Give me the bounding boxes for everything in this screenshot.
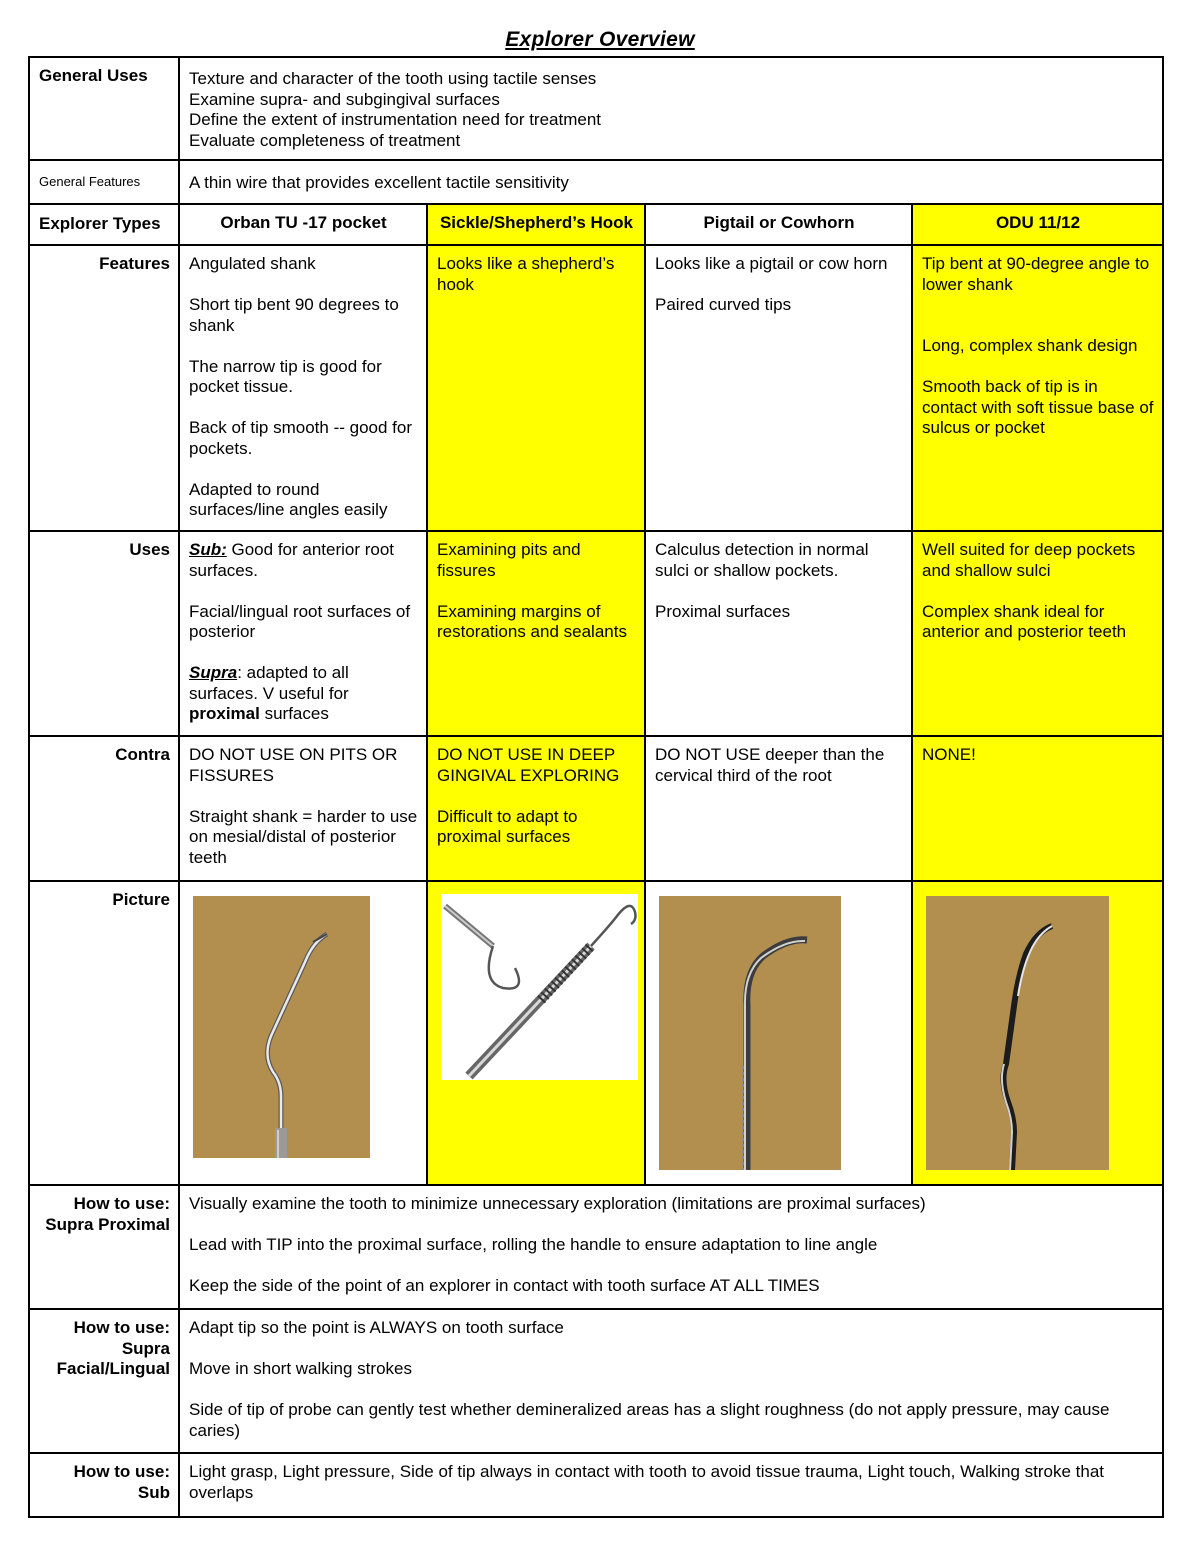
howto-supra-facial-label-text: How to use: Supra Facial/Lingual: [56, 1318, 170, 1378]
howto-line: Move in short walking strokes: [189, 1359, 412, 1378]
uses-item: Examining margins of restorations and sealants: [437, 601, 627, 641]
uses-row: [29, 531, 1163, 736]
sickle-explorer-photo: [441, 894, 638, 1080]
type-header-odu: ODU 11/12: [912, 204, 1163, 245]
contra-orban: [179, 736, 427, 881]
feature-item: Angulated shank: [189, 254, 316, 273]
feature-item: Smooth back of tip is in contact with soft tissue base of sulcus or pocket: [922, 377, 1154, 437]
feature-item: Paired curved tips: [655, 295, 792, 314]
odu-explorer-photo: [926, 896, 1109, 1170]
feature-item: The narrow tip is good for pocket tissue.: [189, 356, 382, 396]
pigtail-explorer-photo: [659, 896, 841, 1170]
general-uses-label: General Uses: [29, 57, 179, 160]
general-uses-row: [29, 57, 1163, 160]
feature-item: Tip bent at 90-degree angle to lower shank: [922, 254, 1150, 294]
general-uses-line: Evaluate completeness of treatment: [189, 130, 461, 150]
uses-item: [189, 540, 418, 581]
howto-supra-proximal-label-text: How to use: Supra Proximal: [45, 1194, 170, 1234]
contra-item: Straight shank = harder to use on mesial/distal of posterior teeth: [189, 806, 418, 867]
feature-item: Back of tip smooth -- good for pockets.: [189, 418, 412, 458]
features-sickle: [427, 245, 645, 531]
type-header-orban: Orban TU -17 pocket: [179, 204, 427, 245]
sub-text: Good for anterior root surfaces.: [189, 540, 395, 580]
howto-supra-facial-content: [179, 1309, 1163, 1453]
uses-item: Complex shank ideal for anterior and posterior teeth: [922, 601, 1127, 641]
explorer-overview-table: [28, 56, 1164, 1518]
explorer-types-row: [29, 204, 1163, 245]
howto-supra-proximal-row: [29, 1185, 1163, 1309]
feature-item: Looks like a shepherd’s hook: [437, 254, 615, 294]
picture-sickle-cell: [427, 881, 645, 1185]
uses-odu: [912, 531, 1163, 736]
features-orban: [179, 245, 427, 531]
features-label: Features: [29, 245, 179, 531]
supra-end: surfaces: [259, 704, 329, 723]
general-uses-line: Define the extent of instrumentation need for treatment: [189, 110, 602, 129]
howto-line: Adapt tip so the point is ALWAYS on tooth surface: [189, 1318, 564, 1337]
contra-sickle: [427, 736, 645, 881]
howto-sub-content: Light grasp, Light pressure, Side of tip always in contact with tooth to avoid tissue trauma, Light touch, Walking stroke that overlaps: [179, 1453, 1163, 1517]
uses-item: Calculus detection in normal sulci or shallow pockets.: [655, 540, 869, 580]
general-uses-line: Texture and character of the tooth using tactile senses: [189, 69, 597, 88]
general-features-text: A thin wire that provides excellent tactile sensitivity: [179, 160, 1163, 204]
howto-line: Keep the side of the point of an explorer in contact with tooth surface AT ALL TIMES: [189, 1276, 820, 1295]
general-features-row: [29, 160, 1163, 204]
picture-orban-cell: [179, 881, 427, 1185]
howto-supra-facial-label: [29, 1309, 179, 1453]
uses-item: Proximal surfaces: [655, 601, 791, 621]
type-header-sickle: Sickle/Shepherd’s Hook: [427, 204, 645, 245]
general-uses-content: [179, 57, 1163, 160]
supra-label: Supra: [189, 663, 238, 682]
uses-item: [189, 663, 418, 725]
contra-item: DO NOT USE deeper than the cervical third of the root: [655, 745, 885, 785]
contra-row: [29, 736, 1163, 881]
page-title: Explorer Overview: [505, 28, 695, 51]
uses-item: Well suited for deep pockets and shallow sulci: [922, 540, 1136, 580]
howto-sub-row: [29, 1453, 1163, 1517]
uses-item: Facial/lingual root surfaces of posterior: [189, 601, 411, 641]
howto-supra-facial-row: [29, 1309, 1163, 1453]
picture-odu-cell: [912, 881, 1163, 1185]
type-header-pigtail: Pigtail or Cowhorn: [645, 204, 912, 245]
explorer-types-label: Explorer Types: [29, 204, 179, 245]
picture-label: Picture: [29, 881, 179, 1185]
uses-item: Examining pits and fissures: [437, 540, 581, 580]
howto-sub-label-text: How to use: Sub: [73, 1462, 170, 1502]
feature-item: Short tip bent 90 degrees to shank: [189, 295, 399, 335]
contra-item: NONE!: [922, 745, 976, 764]
supra-bold: proximal: [189, 704, 260, 723]
contra-odu: [912, 736, 1163, 881]
picture-row: [29, 881, 1163, 1185]
uses-sickle: [427, 531, 645, 736]
contra-pigtail: [645, 736, 912, 881]
uses-orban: [179, 531, 427, 736]
uses-pigtail: [645, 531, 912, 736]
uses-label: Uses: [29, 531, 179, 736]
feature-item: Looks like a pigtail or cow horn: [655, 254, 888, 273]
howto-line: Side of tip of probe can gently test whether demineralized areas has a slight roughness (do not apply pressure, may cause caries): [189, 1400, 1110, 1440]
features-row: [29, 245, 1163, 531]
contra-item: Difficult to adapt to proximal surfaces: [437, 806, 578, 846]
features-pigtail: [645, 245, 912, 531]
howto-supra-proximal-label: [29, 1185, 179, 1309]
sub-label: Sub:: [189, 540, 227, 559]
howto-sub-label: [29, 1453, 179, 1517]
contra-item: DO NOT USE ON PITS OR FISSURES: [189, 745, 398, 785]
contra-item: DO NOT USE IN DEEP GINGIVAL EXPLORING: [437, 745, 620, 785]
howto-line: Lead with TIP into the proximal surface, rolling the handle to ensure adaptation to line angle: [189, 1235, 878, 1254]
feature-item: Adapted to round surfaces/line angles easily: [189, 479, 388, 519]
feature-item: Long, complex shank design: [922, 336, 1138, 355]
orban-explorer-photo: [193, 896, 370, 1158]
howto-supra-proximal-content: [179, 1185, 1163, 1309]
picture-pigtail-cell: [645, 881, 912, 1185]
general-features-label: General Features: [29, 160, 179, 204]
features-odu: [912, 245, 1163, 531]
contra-label: Contra: [29, 736, 179, 881]
general-uses-line: Examine supra- and subgingival surfaces: [189, 89, 500, 109]
supra-text: : adapted to all surfaces. V useful for: [189, 663, 349, 703]
howto-line: Visually examine the tooth to minimize unnecessary exploration (limitations are proximal surfaces): [189, 1194, 926, 1213]
